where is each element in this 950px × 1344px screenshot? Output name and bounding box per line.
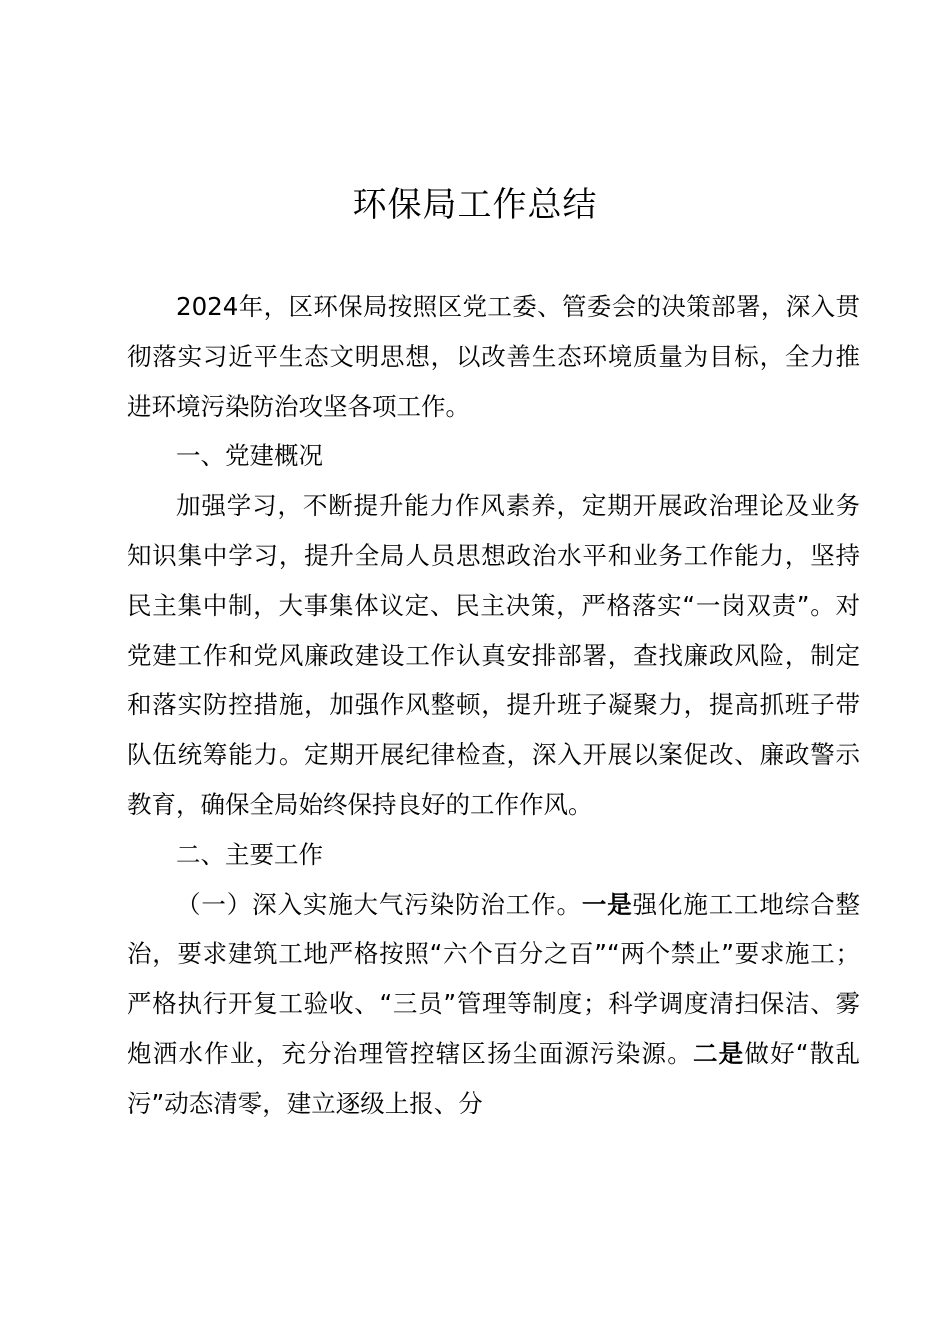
air-pollution-intro: （一）深入实施大气污染防治工作。: [176, 889, 582, 919]
document-title: 环保局工作总结: [352, 185, 598, 225]
point-one-label: 一是: [581, 889, 633, 919]
section-heading-party-building: 一、党建概况: [176, 441, 323, 471]
document-body: [127, 282, 860, 1129]
point-two-text: 做好“散乱污”动态清零，建立逐级上报、分: [127, 1038, 860, 1118]
point-one-text: 强化施工工地综合整治，要求建筑工地严格按照“六个百分之百”“两个禁止”要求施工；严格执行开复工验收、“三员”管理等制度；科学调度清扫保洁、雾炮洒水作业，充分治理管控辖区扬尘面源污染源。: [127, 889, 861, 1068]
point-two-label: 二是: [692, 1038, 745, 1068]
air-pollution-paragraph: [127, 880, 860, 1129]
party-building-paragraph: 加强学习，不断提升能力作风素养，定期开展政治理论及业务知识集中学习，提升全局人员思想政治水平和业务工作能力，坚持民主集中制，大事集体议定、民主决策，严格落实“一岗双责”。对党建工作和党风廉政建设工作认真安排部署，查找廉政风险，制定和落实防控措施，加强作风整顿，提升班子凝聚力，提高抓班子带队伍统筹能力。定期开展纪律检查，深入开展以案促改、廉政警示教育，确保全局始终保持良好的工作作风。: [127, 491, 860, 819]
section-heading-main-work: 二、主要工作: [176, 839, 323, 869]
intro-paragraph: 2024年，区环保局按照区党工委、管委会的决策部署，深入贯彻落实习近平生态文明思想，以改善生态环境质量为目标，全力推进环境污染防治攻坚各项工作。: [127, 292, 860, 421]
